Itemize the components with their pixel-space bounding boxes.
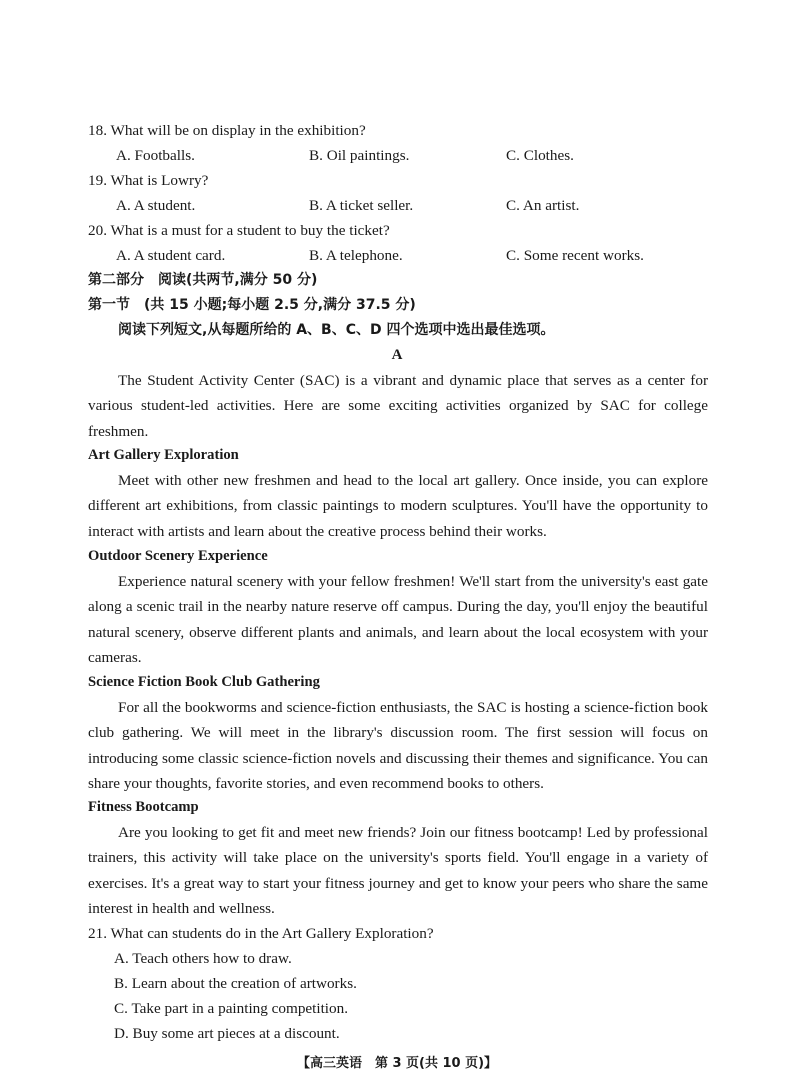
option-20-c: C. Some recent works. — [506, 247, 644, 264]
section-body-book-club: For all the bookworms and science-fiction enthusiasts, the SAC is hosting a science-fiction book club gathering. We will meet in the library's discussion room. The first session will focus on introducing some classic science-fiction novels and discussing their themes and significance. You can share your thoughts, favorite stories, and even recommend books to others. — [88, 699, 708, 792]
option-19-c: C. An artist. — [506, 197, 580, 214]
choice-21-a: A. Teach others how to draw. — [114, 950, 292, 967]
passage-intro: The Student Activity Center (SAC) is a vibrant and dynamic place that serves as a center for various student-led activities. Here are some exciting activities organized by SAC for college freshmen. — [88, 372, 708, 440]
question-21-stem: 21. What can students do in the Art Gallery Exploration? — [88, 925, 434, 942]
question-20-stem: 20. What is a must for a student to buy the ticket? — [88, 222, 390, 239]
reading-instruction: 阅读下列短文,从每题所给的 A、B、C、D 四个选项中选出最佳选项。 — [118, 322, 555, 338]
option-18-c: C. Clothes. — [506, 147, 574, 164]
option-19-a: A. A student. — [116, 197, 196, 214]
section-heading-outdoor: Outdoor Scenery Experience — [88, 548, 268, 564]
question-19-stem: 19. What is Lowry? — [88, 172, 209, 189]
passage-letter: A — [391, 347, 403, 363]
section-heading-book-club: Science Fiction Book Club Gathering — [88, 674, 320, 690]
option-18-a: A. Footballs. — [116, 147, 195, 164]
question-18-stem: 18. What will be on display in the exhibition? — [88, 122, 366, 139]
option-20-b: B. A telephone. — [309, 247, 403, 264]
section-body-outdoor: Experience natural scenery with your fellow freshmen! We'll start from the university's east gate along a scenic trail in the nearby nature reserve off campus. During the day, you'll enjoy the beautiful natural scenery, observe different plants and animals, and learn about the local ecosystem with your cameras. — [88, 573, 708, 666]
choice-21-d: D. Buy some art pieces at a discount. — [114, 1025, 340, 1042]
section-heading-art-gallery: Art Gallery Exploration — [88, 447, 239, 463]
option-20-a: A. A student card. — [116, 247, 226, 264]
option-19-b: B. A ticket seller. — [309, 197, 414, 214]
option-18-b: B. Oil paintings. — [309, 147, 410, 164]
section-body-fitness: Are you looking to get fit and meet new friends? Join our fitness bootcamp! Led by professional trainers, this activity will take place on the university's sports field. You'll engage in a variety of exercises. It's a great way to start your fitness journey and get to know your peers who share the same interest in health and wellness. — [88, 824, 708, 917]
section-body-art-gallery: Meet with other new freshmen and head to the local art gallery. Once inside, you can explore different art exhibitions, from classic paintings to modern sculptures. You'll have the opportunity to interact with artists and learn about the creative process behind their works. — [88, 472, 708, 540]
choice-21-c: C. Take part in a painting competition. — [114, 1000, 349, 1017]
section-heading-fitness: Fitness Bootcamp — [88, 799, 199, 815]
page-footer: 【高三英语 第 3 页(共 10 页)】 — [296, 1056, 498, 1071]
choice-21-b: B. Learn about the creation of artworks. — [114, 975, 357, 992]
part2-title: 第二部分 阅读(共两节,满分 50 分) — [88, 272, 318, 288]
section1-title: 第一节 (共 15 小题;每小题 2.5 分,满分 37.5 分) — [88, 297, 416, 313]
